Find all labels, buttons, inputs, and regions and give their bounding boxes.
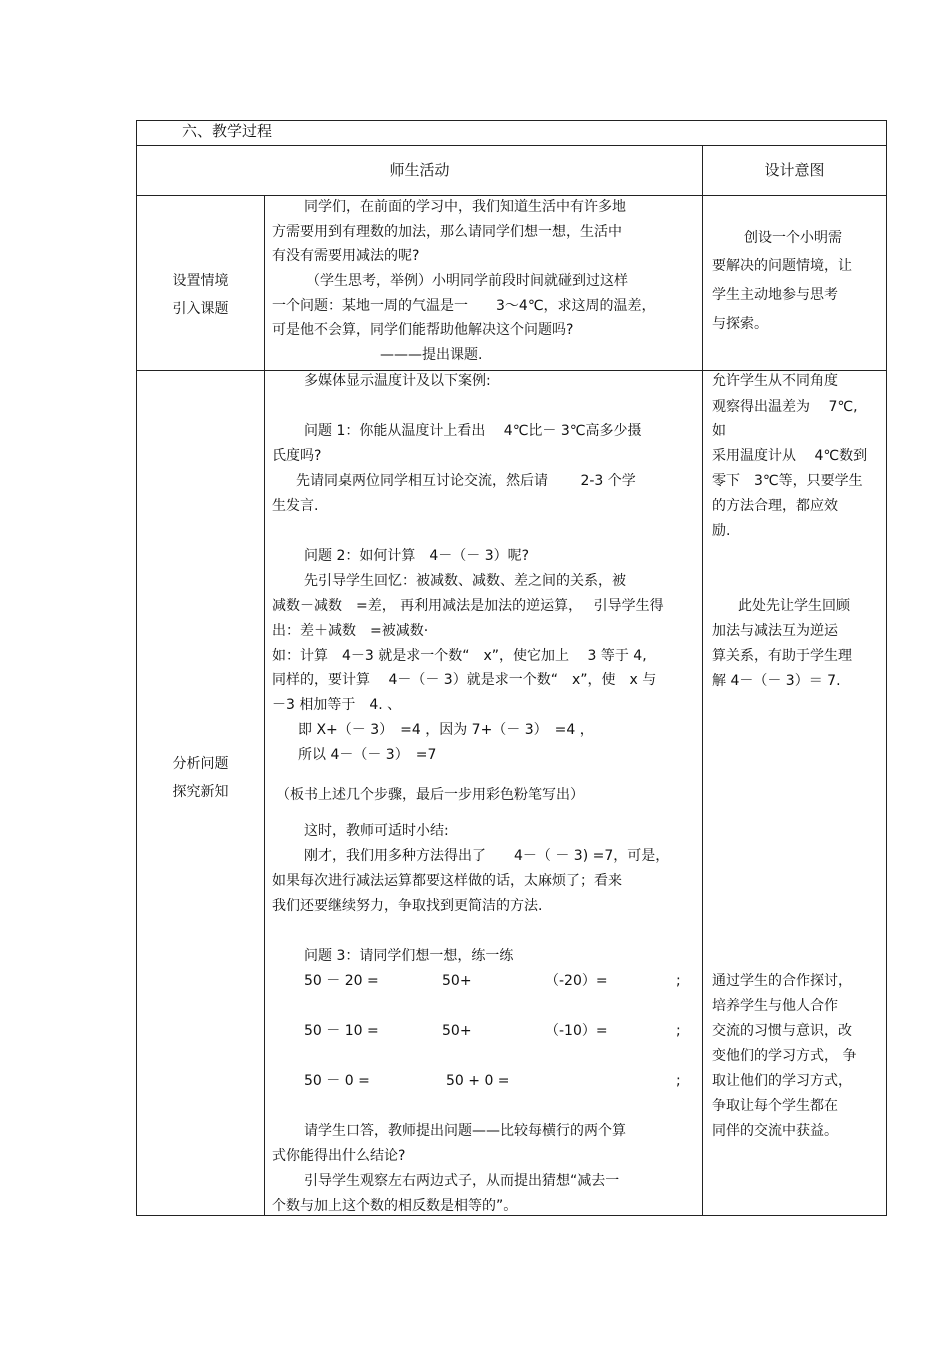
exercise-right: 50 + 0 = bbox=[446, 1073, 510, 1089]
row1-activity-line: ———提出课题. bbox=[380, 347, 483, 363]
row2-intent-line: 此处先让学生回顾 bbox=[738, 598, 850, 614]
row2-activity-line: 请学生口答，教师提出问题——比较每横行的两个算 bbox=[304, 1123, 626, 1139]
row1-label-line2: 引入课题 bbox=[172, 301, 229, 317]
col-divider-left bbox=[264, 195, 265, 1216]
row2-intent-line: 解 4－（－ 3）＝ 7. bbox=[712, 673, 841, 689]
table-right-border bbox=[886, 120, 887, 1216]
row2-intent-line: 算关系，有助于学生理 bbox=[712, 648, 852, 664]
title-row-divider bbox=[136, 145, 887, 146]
row2-intent-line: 采用温度计从 4℃数到 bbox=[712, 448, 868, 464]
row2-label-line2: 探究新知 bbox=[172, 784, 229, 800]
row2-activity-line: 先引导学生回忆：被减数、减数、差之间的关系，被 bbox=[304, 573, 626, 589]
row2-intent-line: 如 bbox=[712, 423, 726, 439]
row2-intent-line: 零下 3℃等，只要学生 bbox=[712, 473, 863, 489]
row2-activity-line: 氏度吗? bbox=[272, 448, 322, 464]
exercise-paren: （-20）= bbox=[545, 973, 608, 989]
exercise-end: ; bbox=[676, 1073, 681, 1089]
row2-intent-line: 争取让每个学生都在 bbox=[712, 1098, 838, 1114]
header-row-divider bbox=[136, 195, 887, 196]
row2-intent-line: 允许学生从不同角度 bbox=[712, 373, 838, 389]
col-divider-right bbox=[702, 145, 703, 1216]
row2-intent-line: 加法与减法互为逆运 bbox=[712, 623, 838, 639]
row1-intent-line: 学生主动地参与思考 bbox=[712, 287, 838, 303]
row2-activity-line: 如果每次进行减法运算都要这样做的话，太麻烦了；看来 bbox=[272, 873, 622, 889]
header-activity: 师生活动 bbox=[389, 161, 450, 179]
row2-intent-line: 交流的习惯与意识，改 bbox=[712, 1023, 852, 1039]
row1-intent-line: 要解决的问题情境，让 bbox=[712, 258, 852, 274]
exercise-end: ; bbox=[676, 1023, 681, 1039]
row2-intent-line: 取让他们的学习方式， bbox=[712, 1073, 852, 1089]
row2-label-line1: 分析问题 bbox=[172, 756, 229, 772]
row2-activity-line: 生发言. bbox=[272, 498, 319, 514]
row1-activity-line: 可是他不会算，同学们能帮助他解决这个问题吗? bbox=[272, 322, 574, 338]
exercise-right: 50+ bbox=[442, 1023, 472, 1039]
row1-intent-line: 与探索。 bbox=[712, 316, 768, 332]
exercise-paren: （-10）= bbox=[545, 1023, 608, 1039]
row2-activity-line: 引导学生观察左右两边式子，从而提出猜想“减去一 bbox=[304, 1173, 620, 1189]
row2-activity-line: 个数与加上这个数的相反数是相等的”。 bbox=[272, 1198, 518, 1214]
row2-activity-line: 问题 3：请同学们想一想，练一练 bbox=[304, 948, 514, 964]
row1-activity-line: 方需要用到有理数的加法，那么请同学们想一想，生活中 bbox=[272, 224, 622, 240]
row2-activity-line: 先请同桌两位同学相互讨论交流，然后请 2-3 个学 bbox=[296, 473, 636, 489]
section-title: 六、教学过程 bbox=[182, 122, 273, 140]
header-intent: 设计意图 bbox=[764, 161, 825, 179]
row2-intent-line: 励. bbox=[712, 523, 731, 539]
row1-intent-line: 创设一个小明需 bbox=[744, 230, 842, 246]
row2-activity-line: 所以 4－（－ 3） =7 bbox=[298, 747, 437, 763]
row2-activity-line: （板书上述几个步骤，最后一步用彩色粉笔写出） bbox=[276, 787, 584, 803]
row2-activity-line: 问题 1：你能从温度计上看出 4℃比－ 3℃高多少摄 bbox=[304, 423, 642, 439]
row1-activity-line: 有没有需要用减法的呢? bbox=[272, 248, 420, 264]
row1-activity-line: 一个问题：某地一周的气温是一 3～4℃，求这周的温差， bbox=[272, 298, 656, 314]
row2-intent-line: 同伴的交流中获益。 bbox=[712, 1123, 838, 1139]
row2-activity-line: 多媒体显示温度计及以下案例: bbox=[304, 373, 491, 389]
row2-activity-line: 即 X+（－ 3） =4 ，因为 7+（－ 3） =4 ， bbox=[298, 722, 594, 738]
row2-intent-line: 培养学生与他人合作 bbox=[712, 998, 838, 1014]
exercise-end: ; bbox=[676, 973, 681, 989]
row2-activity-line: 式你能得出什么结论? bbox=[272, 1148, 406, 1164]
row2-intent-line: 变他们的学习方式， 争 bbox=[712, 1048, 857, 1064]
row2-intent-line: 观察得出温差为 7℃, bbox=[712, 399, 858, 415]
exercise-left: 50 － 10 = bbox=[304, 1023, 379, 1039]
row2-activity-line: 问题 2：如何计算 4－（－ 3）呢? bbox=[304, 548, 530, 564]
row1-activity-line: 同学们，在前面的学习中，我们知道生活中有许多地 bbox=[304, 199, 626, 215]
row2-activity-line: 出：差＋减数 =被减数· bbox=[272, 623, 429, 639]
row2-intent-line: 通过学生的合作探讨， bbox=[712, 973, 852, 989]
exercise-right: 50+ bbox=[442, 973, 472, 989]
row2-intent-line: 的方法合理，都应效 bbox=[712, 498, 838, 514]
row2-activity-line: 这时，教师可适时小结: bbox=[304, 823, 449, 839]
row2-activity-line: 同样的，要计算 4－（－ 3）就是求一个数“ x”，使 x 与 bbox=[272, 672, 657, 688]
exercise-left: 50 － 20 = bbox=[304, 973, 379, 989]
row2-activity-line: 如：计算 4－3 就是求一个数“ x”，使它加上 3 等于 4, bbox=[272, 648, 647, 664]
row2-activity-line: 减数－减数 =差， 再利用减法是加法的逆运算， 引导学生得 bbox=[272, 598, 664, 614]
row2-activity-line: 我们还要继续努力，争取找到更简洁的方法. bbox=[272, 898, 543, 914]
row1-activity-line: （学生思考，举例）小明同学前段时间就碰到过这样 bbox=[306, 273, 628, 289]
exercise-left: 50 － 0 = bbox=[304, 1073, 370, 1089]
row2-activity-line: 刚才，我们用多种方法得出了 4－（ － 3) =7，可是， bbox=[304, 848, 670, 864]
row1-label-line1: 设置情境 bbox=[172, 273, 229, 289]
row2-activity-line: －3 相加等于 4. 、 bbox=[272, 697, 402, 713]
